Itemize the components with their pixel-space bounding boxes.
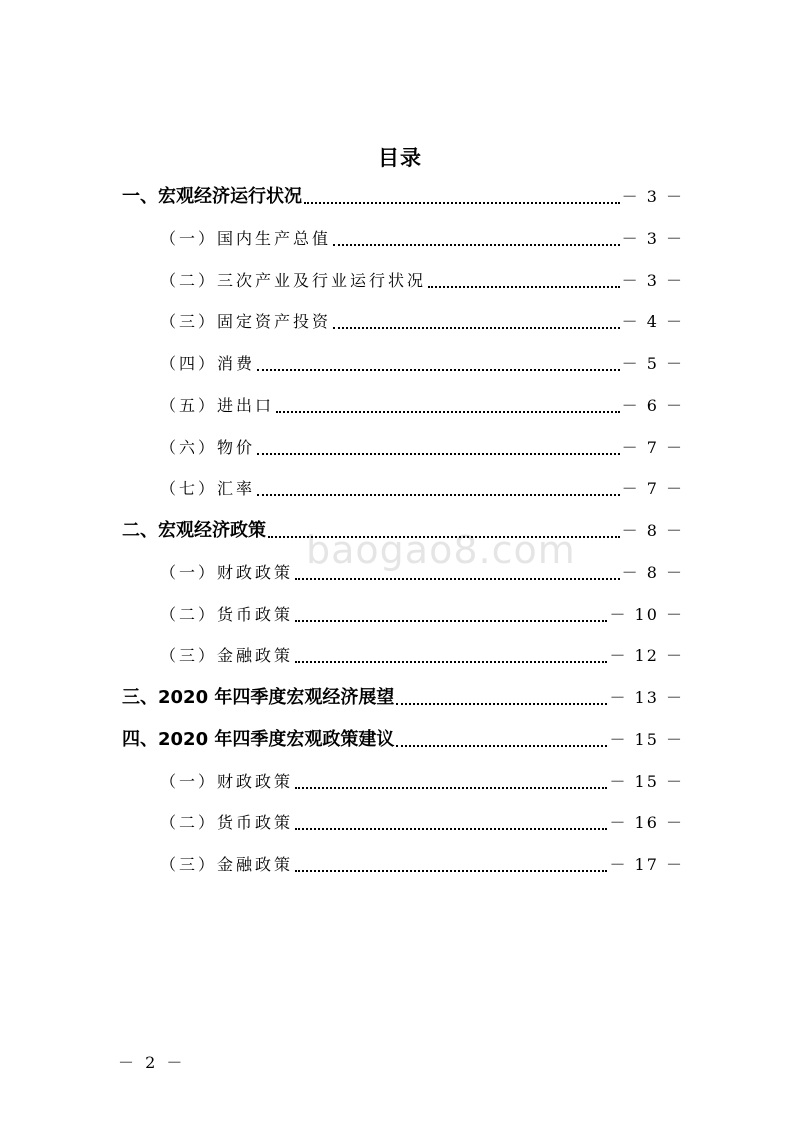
toc-subsection-entry[interactable]: [0, 642, 800, 670]
toc-entry-page: － 15 －: [609, 729, 684, 749]
toc-entry-label: （一）国内生产总值: [160, 228, 332, 248]
toc-entry-page: － 8 －: [621, 562, 684, 582]
toc-dot-leader: [304, 183, 620, 211]
toc-dot-leader: [295, 851, 607, 879]
toc-entry-label: 二、宏观经济政策: [122, 520, 266, 541]
toc-entry-page: － 7 －: [621, 479, 684, 499]
toc-dot-leader: [276, 392, 620, 420]
toc-entry-page: － 16 －: [609, 813, 684, 833]
toc-entry-page: － 15 －: [609, 771, 684, 791]
toc-entry-label: （一）财政政策: [160, 771, 294, 791]
toc-entry-page: － 3 －: [621, 228, 684, 248]
toc-subsection-entry[interactable]: [0, 809, 800, 837]
toc-entry-page: － 17 －: [609, 855, 684, 874]
toc-dot-leader: [428, 267, 620, 295]
toc-dot-leader: [295, 768, 607, 796]
toc-entry-page: － 3 －: [621, 270, 684, 290]
toc-section-entry[interactable]: [0, 183, 800, 211]
toc-entry-page: － 12 －: [609, 646, 684, 666]
toc-entry-label: （五）进出口: [160, 395, 275, 415]
toc-entry-label: （三）固定资产投资: [160, 312, 332, 332]
toc-entry-label: （一）财政政策: [160, 562, 294, 582]
toc-entry-label: 三、2020 年四季度宏观经济展望: [122, 687, 395, 708]
toc-entry-label: （七）汇率: [160, 479, 256, 499]
toc-dot-leader: [257, 350, 620, 378]
toc-dot-leader: [257, 475, 620, 503]
page-number: － 2 －: [118, 1053, 186, 1072]
toc-dot-leader: [295, 642, 607, 670]
toc-subsection-entry[interactable]: [0, 350, 800, 378]
toc-entry-page: － 7 －: [621, 437, 684, 457]
toc-entry-page: － 3 －: [621, 187, 684, 206]
toc-dot-leader: [333, 308, 620, 336]
toc-entry-label: （二）货币政策: [160, 813, 294, 833]
toc-entry-label: （三）金融政策: [160, 646, 294, 666]
toc-entry-page: － 8 －: [621, 521, 684, 540]
toc-subsection-entry[interactable]: [0, 851, 800, 879]
toc-entry-label: （二）三次产业及行业运行状况: [160, 270, 427, 290]
toc-entry-page: － 6 －: [621, 395, 684, 415]
watermark: baogao8.com: [306, 528, 576, 572]
toc-entry-label: （六）物价: [160, 437, 256, 457]
toc-title: 目录: [378, 146, 422, 170]
toc-entry-page: － 5 －: [621, 354, 684, 373]
toc-entry-label: （四）消费: [160, 354, 256, 373]
toc-entry-label: （二）货币政策: [160, 604, 294, 624]
toc-subsection-entry[interactable]: [0, 225, 800, 253]
toc-subsection-entry[interactable]: [0, 475, 800, 503]
toc-dot-leader: [295, 601, 607, 629]
toc-entry-page: － 4 －: [621, 312, 684, 332]
toc-entry-page: － 10 －: [609, 604, 684, 624]
toc-subsection-entry[interactable]: [0, 267, 800, 295]
toc-section-entry[interactable]: [0, 726, 800, 754]
toc-entry-label: 一、宏观经济运行状况: [122, 186, 302, 207]
toc-dot-leader: [257, 434, 620, 462]
toc-subsection-entry[interactable]: [0, 308, 800, 336]
toc-section-entry[interactable]: [0, 684, 800, 712]
toc-subsection-entry[interactable]: [0, 601, 800, 629]
toc-dot-leader: [396, 726, 607, 754]
toc-subsection-entry[interactable]: [0, 434, 800, 462]
toc-dot-leader: [295, 809, 607, 837]
toc-dot-leader: [333, 225, 620, 253]
toc-entry-label: （三）金融政策: [160, 855, 294, 874]
toc-subsection-entry[interactable]: [0, 392, 800, 420]
toc-entry-page: － 13 －: [609, 688, 684, 707]
toc-subsection-entry[interactable]: [0, 768, 800, 796]
toc-entry-label: 四、2020 年四季度宏观政策建议: [122, 728, 395, 750]
toc-dot-leader: [396, 684, 607, 712]
